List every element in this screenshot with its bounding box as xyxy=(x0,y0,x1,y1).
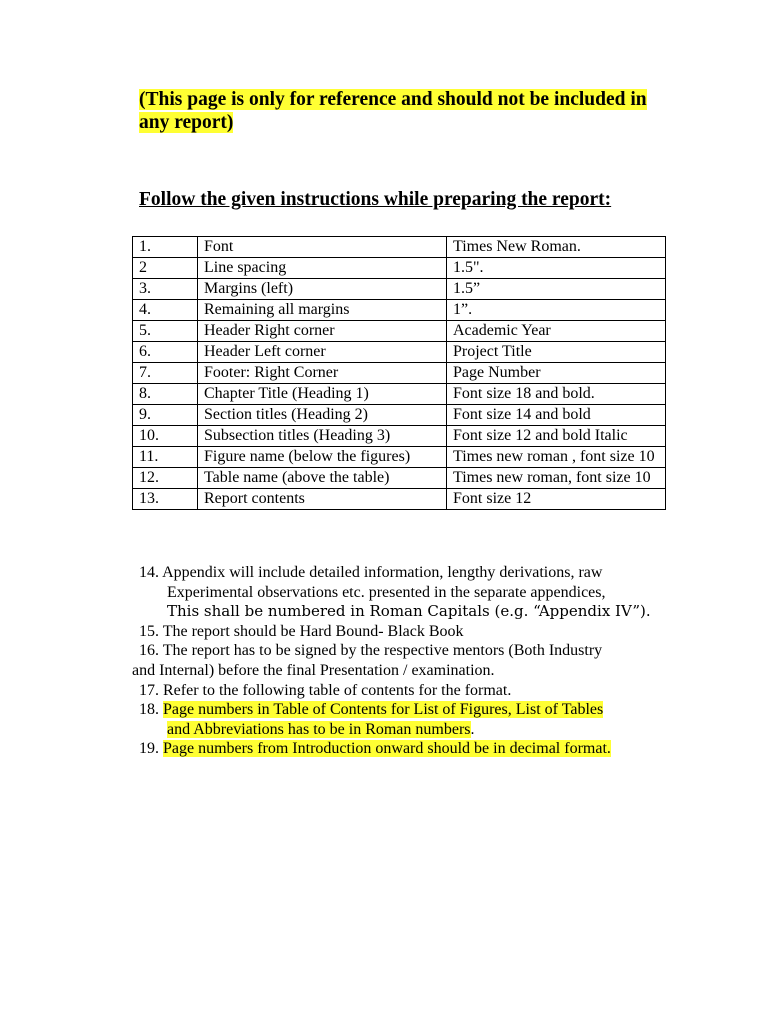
row-number-cell: 2 xyxy=(133,258,198,279)
note-14-line-3: This shall be numbered in Roman Capitals (e.g. “Appendix IV”). xyxy=(167,602,651,621)
spec-table-body xyxy=(133,237,666,510)
spec-table-row xyxy=(133,237,666,258)
row-item-cell: Chapter Title (Heading 1) xyxy=(198,384,447,405)
spec-table-row xyxy=(133,426,666,447)
formatting-spec-table xyxy=(132,236,666,510)
row-number-cell: 6. xyxy=(133,342,198,363)
row-item-cell: Subsection titles (Heading 3) xyxy=(198,426,447,447)
instructions-heading: Follow the given instructions while preparing the report: xyxy=(139,189,612,210)
row-value-cell: Font size 12 and bold Italic xyxy=(447,426,666,447)
row-number-cell: 11. xyxy=(133,447,198,468)
row-value-cell: Times New Roman. xyxy=(447,237,666,258)
row-item-cell: Figure name (below the figures) xyxy=(198,447,447,468)
spec-table-row xyxy=(133,384,666,405)
row-number-cell: 10. xyxy=(133,426,198,447)
spec-table-row xyxy=(133,321,666,342)
row-value-cell: Academic Year xyxy=(447,321,666,342)
row-value-cell: 1”. xyxy=(447,300,666,321)
note-19-text: Page numbers from Introduction onward should be in decimal format. xyxy=(163,740,611,758)
row-value-cell: Times new roman , font size 10 xyxy=(447,447,666,468)
row-value-cell: 1.5” xyxy=(447,279,666,300)
spec-table-row xyxy=(133,258,666,279)
spec-table-row xyxy=(133,300,666,321)
spec-table-row xyxy=(133,342,666,363)
note-16-line-1: 16. The report has to be signed by the respective mentors (Both Industry xyxy=(139,642,603,660)
reference-note-text: (This page is only for reference and should not be included in any report) xyxy=(139,89,647,133)
note-18-line-1: Page numbers in Table of Contents for List of Figures, List of Tables xyxy=(163,701,604,719)
note-15: 15. The report should be Hard Bound- Black Book xyxy=(139,622,464,640)
row-value-cell: Font size 12 xyxy=(447,489,666,510)
row-value-cell: Font size 14 and bold xyxy=(447,405,666,426)
note-18-number: 18. xyxy=(139,701,159,719)
row-number-cell: 5. xyxy=(133,321,198,342)
row-value-cell: 1.5". xyxy=(447,258,666,279)
row-item-cell: Margins (left) xyxy=(198,279,447,300)
note-14-number: 14. xyxy=(139,564,159,581)
instruction-notes xyxy=(132,563,679,759)
row-number-cell: 13. xyxy=(133,489,198,510)
row-value-cell: Font size 18 and bold. xyxy=(447,384,666,405)
row-item-cell: Header Left corner xyxy=(198,342,447,363)
row-number-cell: 7. xyxy=(133,363,198,384)
note-14-line-1: Appendix will include detailed information, lengthy derivations, raw xyxy=(162,564,603,581)
note-19-number: 19. xyxy=(139,740,159,758)
spec-table-row xyxy=(133,468,666,489)
row-item-cell: Header Right corner xyxy=(198,321,447,342)
row-number-cell: 8. xyxy=(133,384,198,405)
note-14-line-2: Experimental observations etc. presented in the separate appendices, xyxy=(167,583,606,601)
spec-table-row xyxy=(133,405,666,426)
spec-table-row xyxy=(133,447,666,468)
row-item-cell: Table name (above the table) xyxy=(198,468,447,489)
note-17: 17. Refer to the following table of contents for the format. xyxy=(139,681,512,699)
row-number-cell: 12. xyxy=(133,468,198,489)
spec-table-row xyxy=(133,489,666,510)
reference-note xyxy=(139,88,679,134)
row-number-cell: 3. xyxy=(133,279,198,300)
row-number-cell: 9. xyxy=(133,405,198,426)
row-number-cell: 1. xyxy=(133,237,198,258)
spec-table-row xyxy=(133,363,666,384)
spec-table-row xyxy=(133,279,666,300)
note-18 xyxy=(139,700,679,720)
note-16-line-2: and Internal) before the final Presentation / examination. xyxy=(132,661,495,679)
row-item-cell: Font xyxy=(198,237,447,258)
row-value-cell: Page Number xyxy=(447,363,666,384)
row-item-cell: Report contents xyxy=(198,489,447,510)
row-item-cell: Remaining all margins xyxy=(198,300,447,321)
note-14 xyxy=(139,563,679,583)
row-item-cell: Section titles (Heading 2) xyxy=(198,405,447,426)
row-value-cell: Times new roman, font size 10 xyxy=(447,468,666,489)
row-item-cell: Line spacing xyxy=(198,258,447,279)
row-item-cell: Footer: Right Corner xyxy=(198,363,447,384)
note-18-line-2: and Abbreviations has to be in Roman numbers xyxy=(167,720,471,738)
note-18-continued xyxy=(139,720,679,740)
note-19 xyxy=(139,739,679,759)
row-number-cell: 4. xyxy=(133,300,198,321)
row-value-cell: Project Title xyxy=(447,342,666,363)
note-18-period: . xyxy=(470,720,475,738)
